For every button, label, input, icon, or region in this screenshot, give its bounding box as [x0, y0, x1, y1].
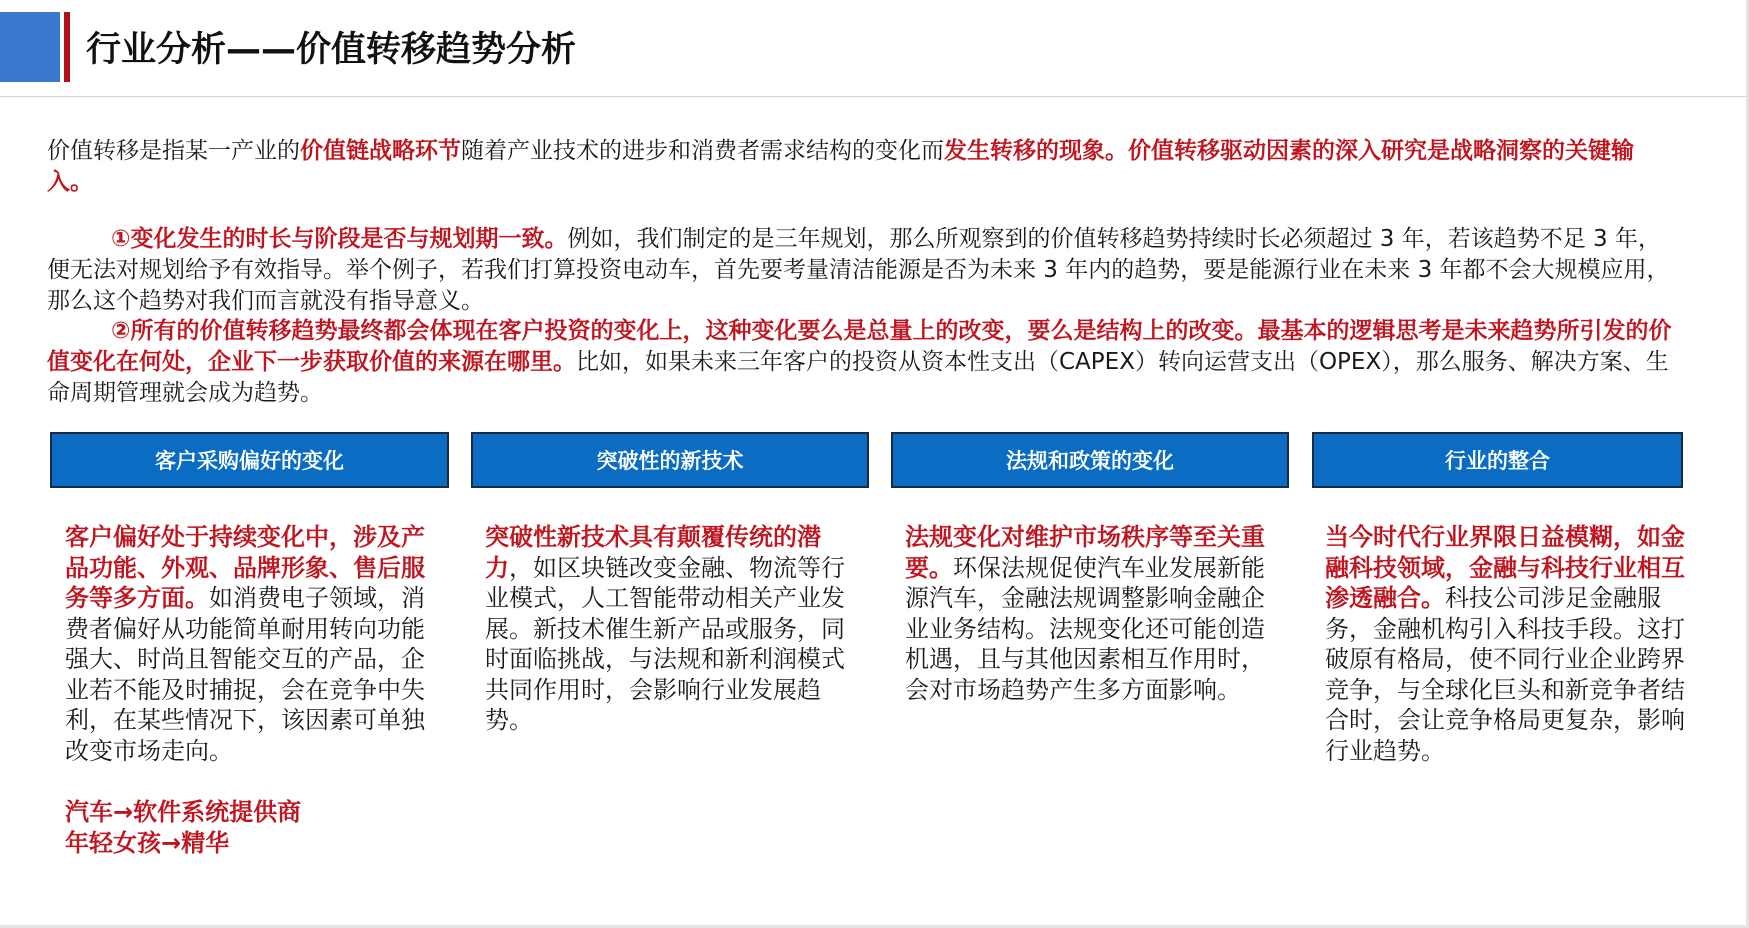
header-blue-block [0, 12, 60, 82]
point-2-text: 比如，如果未来三年客户的投资从资本性支出（CAPEX）转向运营支出（OPEX），那么服务、解决方案、生命周期管理就会成为趋势。 [47, 349, 1669, 406]
intro-paragraph [47, 136, 1677, 198]
category-body: ，如区块链改变金融、物流等行业模式，人工智能带动相关产业发展。新技术催生新产品或服务，同时面临挑战，与法规和新利润模式共同作用时，会影响行业发展趋势。 [485, 553, 845, 734]
example-item: 汽车→软件系统提供商 [65, 798, 302, 826]
page-title: 行业分析——价值转移趋势分析 [86, 30, 577, 70]
intro-text-2: 随着产业技术的进步和消费者需求结构的变化而 [461, 138, 944, 164]
intro-highlight-1: 价值链战略环节 [300, 138, 461, 164]
category-box-industry-integration [1312, 432, 1683, 488]
category-highlight: 客户偏好处于持续变化中，涉及产品功能、外观、品牌形象、售后服务等多方面。 [65, 523, 425, 612]
point-2-paragraph [47, 316, 1677, 409]
category-box-regulation [891, 432, 1289, 488]
category-desc-regulation [905, 522, 1275, 705]
category-body: 科技公司涉足金融服务，金融机构引入科技手段。这打破原有格局，使不同行业企业跨界竞争，与全球化巨头和新竞争者结合时，会让竞争格局更复杂，影响行业趋势。 [1325, 584, 1685, 765]
category-body: 如消费电子领域，消费者偏好从功能简单耐用转向功能强大、时尚且智能交互的产品，企业若不能及时捕捉，会在竞争中失利，在某些情况下，该因素可单独改变市场走向。 [65, 584, 425, 765]
point-1-text: 例如，我们制定的是三年规划，那么所观察到的价值转移趋势持续时长必须超过 3 年，若该趋势不足 3 年，便无法对规划给予有效指导。举个例子，若我们打算投资电动车，首先要考量清洁能源是否为未来 3 年内的趋势，要是能源行业在未来 3 年都不会大规模应用，那么这个趋势对我们而言就没有指导意义。 [47, 226, 1670, 314]
category-title: 突破性的新技术 [596, 449, 744, 473]
intro-highlight-2: 发生转移的现象。价值转移驱动因素的深入研究是战略洞察的关键输入。 [47, 138, 1634, 195]
category-box-new-technology [471, 432, 869, 488]
examples-list [65, 797, 301, 858]
category-desc-industry-integration [1325, 522, 1697, 766]
header-divider [0, 96, 1749, 97]
category-box-customer-preference [50, 432, 449, 488]
point-1-paragraph [47, 224, 1677, 317]
category-title: 法规和政策的变化 [1006, 449, 1174, 473]
category-highlight: 突破性新技术具有颠覆传统的潜力 [485, 523, 821, 582]
point-2-highlight: ②所有的价值转移趋势最终都会体现在客户投资的变化上，这种变化要么是总量上的改变，要么是结构上的改变。最基本的逻辑思考是未来趋势所引发的价值变化在何处，企业下一步获取价值的来源在哪里。 [47, 318, 1672, 375]
category-highlight: 法规变化对维护市场秩序等至关重要。 [905, 523, 1265, 582]
category-desc-new-technology [485, 522, 855, 736]
category-title: 行业的整合 [1445, 449, 1550, 473]
category-body: 环保法规促使汽车业发展新能源汽车，金融法规调整影响金融企业业务结构。法规变化还可能创造机遇，且与其他因素相互作用时，会对市场趋势产生多方面影响。 [905, 553, 1265, 704]
point-1-highlight: ①变化发生的时长与阶段是否与规划期一致。 [111, 226, 568, 252]
header-red-stripe [64, 12, 70, 82]
category-highlight: 当今时代行业界限日益模糊，如金融科技领域，金融与科技行业相互渗透融合。 [1325, 523, 1685, 612]
category-desc-customer-preference [65, 522, 435, 766]
category-title: 客户采购偏好的变化 [155, 449, 344, 473]
intro-text-1: 价值转移是指某一产业的 [47, 138, 300, 164]
example-item: 年轻女孩→精华 [65, 828, 230, 857]
